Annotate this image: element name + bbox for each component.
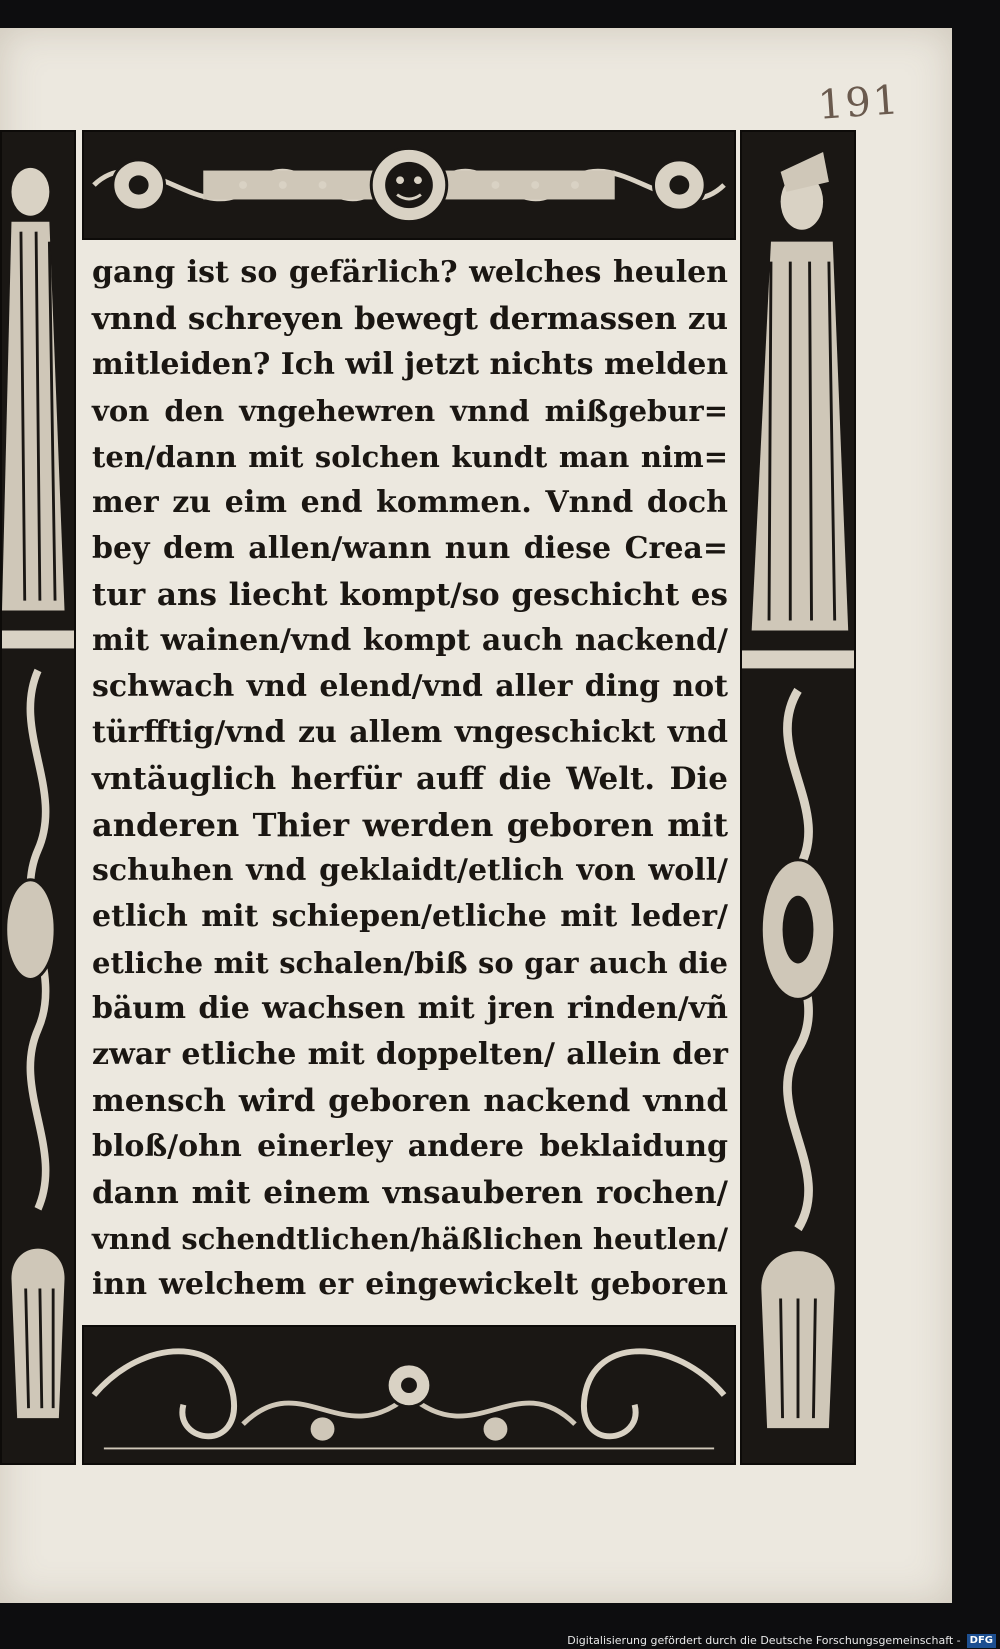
text-line: schwach vnd elend/vnd aller ding not — [92, 669, 728, 704]
right-figure-pillar — [740, 130, 856, 1465]
text-line: vnnd schreyen bewegt dermassen zu — [92, 301, 728, 337]
text-line: etlich mit schiepen/etliche mit leder/ — [92, 899, 728, 934]
text-line: mit wainen/vnd kompt auch nackend/ — [92, 623, 728, 658]
text-line: etliche mit schalen/biß so gar auch die — [92, 946, 728, 980]
scroll-vine-ornament-icon — [84, 1327, 734, 1463]
text-line: inn welchem er eingewickelt geboren — [92, 1267, 728, 1302]
text-line: mensch wird geboren nackend vnnd — [92, 1083, 728, 1119]
book-page — [0, 28, 952, 1603]
text-line: dann mit einem vnsauberen rochen/ — [92, 1175, 728, 1211]
text-line: türfftig/vnd zu allem vngeschickt vnd — [92, 715, 728, 750]
text-line: anderen Thier werden geboren mit — [92, 806, 728, 844]
bottom-ornament-band — [82, 1325, 736, 1465]
text-block — [84, 242, 734, 1322]
woman-figure-ornament-icon — [742, 132, 854, 1463]
text-line: ten/dann mit solchen kundt man nim= — [92, 440, 728, 474]
left-figure-pillar — [0, 130, 76, 1465]
footer-credit-text: Digitalisierung gefördert durch die Deutsche Forschungsgemeinschaft - — [567, 1634, 961, 1647]
text-line: bäum die wachsen mit jren rinden/vñ — [92, 991, 728, 1026]
standing-figure-ornament-icon — [2, 132, 74, 1463]
page-number: 191 — [816, 77, 902, 129]
text-line: vnnd schendtlichen/häßlichen heutlen/ — [92, 1222, 729, 1256]
sun-face-ornament-icon — [84, 132, 734, 238]
digitization-footer — [0, 1632, 1000, 1649]
text-line: bloß/ohn einerley andere beklaidung — [92, 1129, 728, 1164]
top-ornament-band — [82, 130, 736, 240]
text-line: tur ans liecht kompt/so geschicht es — [92, 577, 728, 613]
text-line: schuhen vnd geklaidt/etlich von woll/ — [92, 853, 728, 888]
text-line: zwar etliche mit doppelten/ allein der — [92, 1037, 728, 1072]
text-line: gang ist so gefärlich? welches heulen — [92, 255, 728, 290]
dfg-logo: DFG — [967, 1634, 996, 1648]
text-line: von den vngehewren vnnd mißgebur= — [92, 394, 728, 428]
text-line: bey dem allen/wann nun diese Crea= — [92, 531, 728, 566]
text-line: vntäuglich herfür auff die Welt. Die — [92, 761, 728, 797]
text-line: mer zu eim end kommen. Vnnd doch — [92, 485, 728, 520]
text-line: mitleiden? Ich wil jetzt nichts melden — [92, 347, 729, 382]
